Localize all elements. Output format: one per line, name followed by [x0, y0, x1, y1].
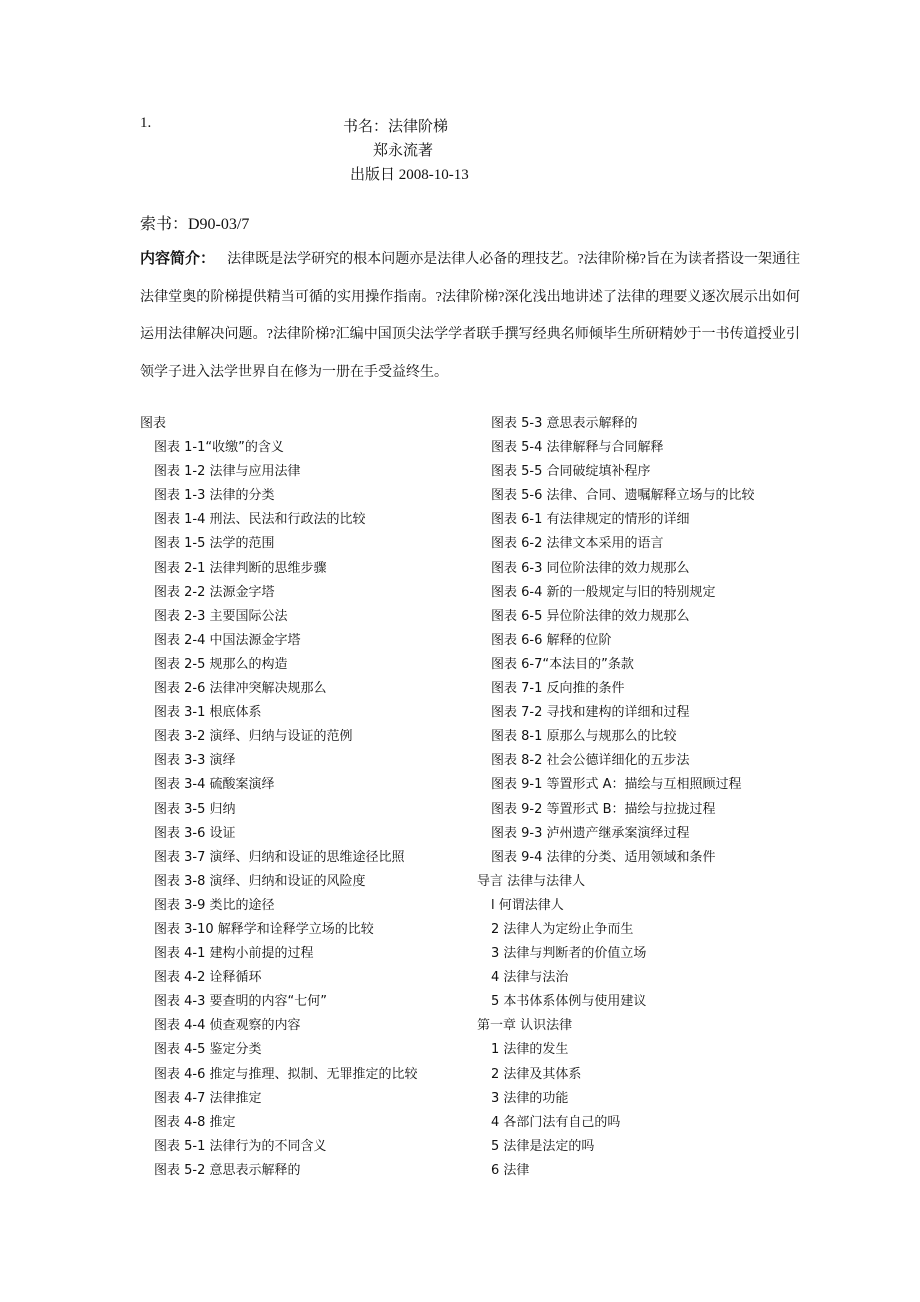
list-item: 图表 3-1 根底体系 — [154, 705, 262, 721]
publish-date: 出版日 2008-10-13 — [350, 167, 469, 183]
section-heading: 图表 — [140, 416, 167, 431]
list-item: 图表 6-2 法律文本采用的语言 — [491, 536, 664, 552]
list-item: 图表 4-5 鉴定分类 — [154, 1042, 262, 1058]
list-item: 图表 4-4 侦查观察的内容 — [154, 1018, 301, 1034]
list-item: 图表 9-1 等置形式 A：描绘与互相照顾过程 — [491, 777, 742, 793]
list-item: 图表 4-1 建构小前提的过程 — [154, 946, 314, 962]
list-item: 图表 9-4 法律的分类、适用领域和条件 — [491, 849, 716, 865]
list-item: 图表 2-6 法律冲突解决规那么 — [154, 681, 327, 697]
list-item: 图表 2-4 中国法源金字塔 — [154, 632, 301, 648]
list-item: 图表 4-3 要查明的内容“七何” — [154, 994, 327, 1010]
list-item: 图表 4-6 推定与推理、拟制、无罪推定的比较 — [154, 1066, 418, 1082]
list-item: 图表 7-2 寻找和建构的详细和过程 — [491, 705, 690, 721]
intro-text: 法律既是法学研究的根本问题亦是法律人必备的理技艺。?法律阶梯?旨在为读者搭设一架通往法律堂奥的阶梯提供精当可循的实用操作指南。?法律阶梯?深化浅出地讲述了法律的理要义逐次展示出如何运用法律解决问题。?法律阶梯?汇编中国顶尖法学学者联手撰写经典名师倾毕生所研精妙于一书传道授业引领学子进入法学世界自在修为一册在手受益终生。 — [140, 252, 800, 380]
list-item: 图表 4-7 法律推定 — [154, 1090, 262, 1106]
list-item: 图表 1-2 法律与应用法律 — [154, 464, 301, 480]
list-item: 图表 5-5 合同破绽填补程序 — [491, 464, 651, 480]
list-item: 图表 2-1 法律判断的思维步骤 — [154, 560, 327, 576]
list-item: 3 法律的功能 — [491, 1090, 569, 1106]
intro-paragraph — [140, 240, 800, 391]
list-item: 图表 5-2 意思表示解释的 — [154, 1162, 301, 1178]
list-item: 图表 6-7“本法目的”条款 — [491, 656, 634, 672]
list-item: 图表 2-2 法源金字塔 — [154, 584, 275, 600]
section-heading: 导言 法律与法律人 — [477, 873, 586, 889]
list-item: 图表 6-6 解释的位阶 — [491, 632, 612, 648]
list-item: 图表 6-1 有法律规定的情形的详细 — [491, 512, 690, 528]
list-item: 3 法律与判断者的价值立场 — [491, 946, 647, 962]
book-title: 书名：法律阶梯 — [343, 119, 449, 135]
list-item: 图表 4-8 推定 — [154, 1114, 236, 1130]
intro-label: 内容简介： — [140, 249, 216, 267]
item-number: 1. — [140, 115, 152, 131]
book-author: 郑永流著 — [373, 143, 434, 159]
list-item: 图表 3-6 设证 — [154, 825, 236, 841]
list-item: 4 各部门法有自己的吗 — [491, 1114, 621, 1130]
list-item: 图表 3-8 演绎、归纳和设证的风险度 — [154, 873, 366, 889]
list-item: 图表 2-3 主要国际公法 — [154, 608, 288, 624]
list-item: 图表 1-4 刑法、民法和行政法的比较 — [154, 512, 366, 528]
list-item: 4 法律与法治 — [491, 970, 569, 986]
list-item: 图表 3-3 演绎 — [154, 753, 236, 769]
list-item: 图表 3-7 演绎、归纳和设证的思维途径比照 — [154, 849, 405, 865]
list-item: 图表 9-2 等置形式 B：描绘与拉拢过程 — [491, 801, 716, 817]
list-item: 2 法律及其体系 — [491, 1066, 582, 1082]
list-item: 图表 3-5 归纳 — [154, 801, 236, 817]
list-item: 图表 6-3 同位阶法律的效力规那么 — [491, 560, 690, 576]
figure-list-left — [140, 412, 418, 1183]
list-item: 2 法律人为定纷止争而生 — [491, 921, 634, 937]
list-item: 图表 5-1 法律行为的不同含义 — [154, 1138, 327, 1154]
list-item: 图表 1-1“收缴”的含义 — [154, 440, 284, 456]
list-item: 图表 5-3 意思表示解释的 — [491, 416, 638, 431]
list-item: 图表 5-4 法律解释与合同解释 — [491, 440, 664, 456]
list-item: 图表 1-3 法律的分类 — [154, 488, 275, 504]
list-item: 图表 1-5 法学的范围 — [154, 536, 275, 552]
list-item: 图表 8-2 社会公德详细化的五步法 — [491, 753, 690, 769]
list-item: 5 本书体系体例与使用建议 — [491, 994, 647, 1010]
list-item: 5 法律是法定的吗 — [491, 1138, 595, 1154]
list-item: 图表 4-2 诠释循环 — [154, 970, 262, 986]
list-item: 6 法律 — [491, 1162, 530, 1178]
list-item: 图表 5-6 法律、合同、遗嘱解释立场与的比较 — [491, 488, 755, 504]
list-item: 图表 8-1 原那么与规那么的比较 — [491, 729, 677, 745]
list-item: 图表 3-9 类比的途径 — [154, 897, 275, 913]
list-item: 图表 3-4 硫酸案演绎 — [154, 777, 275, 793]
contents-list-right — [477, 412, 755, 1183]
list-item: 图表 6-4 新的一般规定与旧的特别规定 — [491, 584, 716, 600]
section-heading: 第一章 认识法律 — [477, 1018, 573, 1034]
list-item: 图表 2-5 规那么的构造 — [154, 656, 288, 672]
list-item: l 何谓法律人 — [491, 897, 564, 913]
list-item: 图表 9-3 泸州遗产继承案演绎过程 — [491, 825, 690, 841]
call-number: 索书：D90-03/7 — [140, 216, 250, 233]
list-item: 1 法律的发生 — [491, 1042, 569, 1058]
list-item: 图表 3-10 解释学和诠释学立场的比较 — [154, 921, 374, 937]
list-item: 图表 3-2 演绎、归纳与设证的范例 — [154, 729, 353, 745]
list-item: 图表 7-1 反向推的条件 — [491, 681, 625, 697]
list-item: 图表 6-5 异位阶法律的效力规那么 — [491, 608, 690, 624]
